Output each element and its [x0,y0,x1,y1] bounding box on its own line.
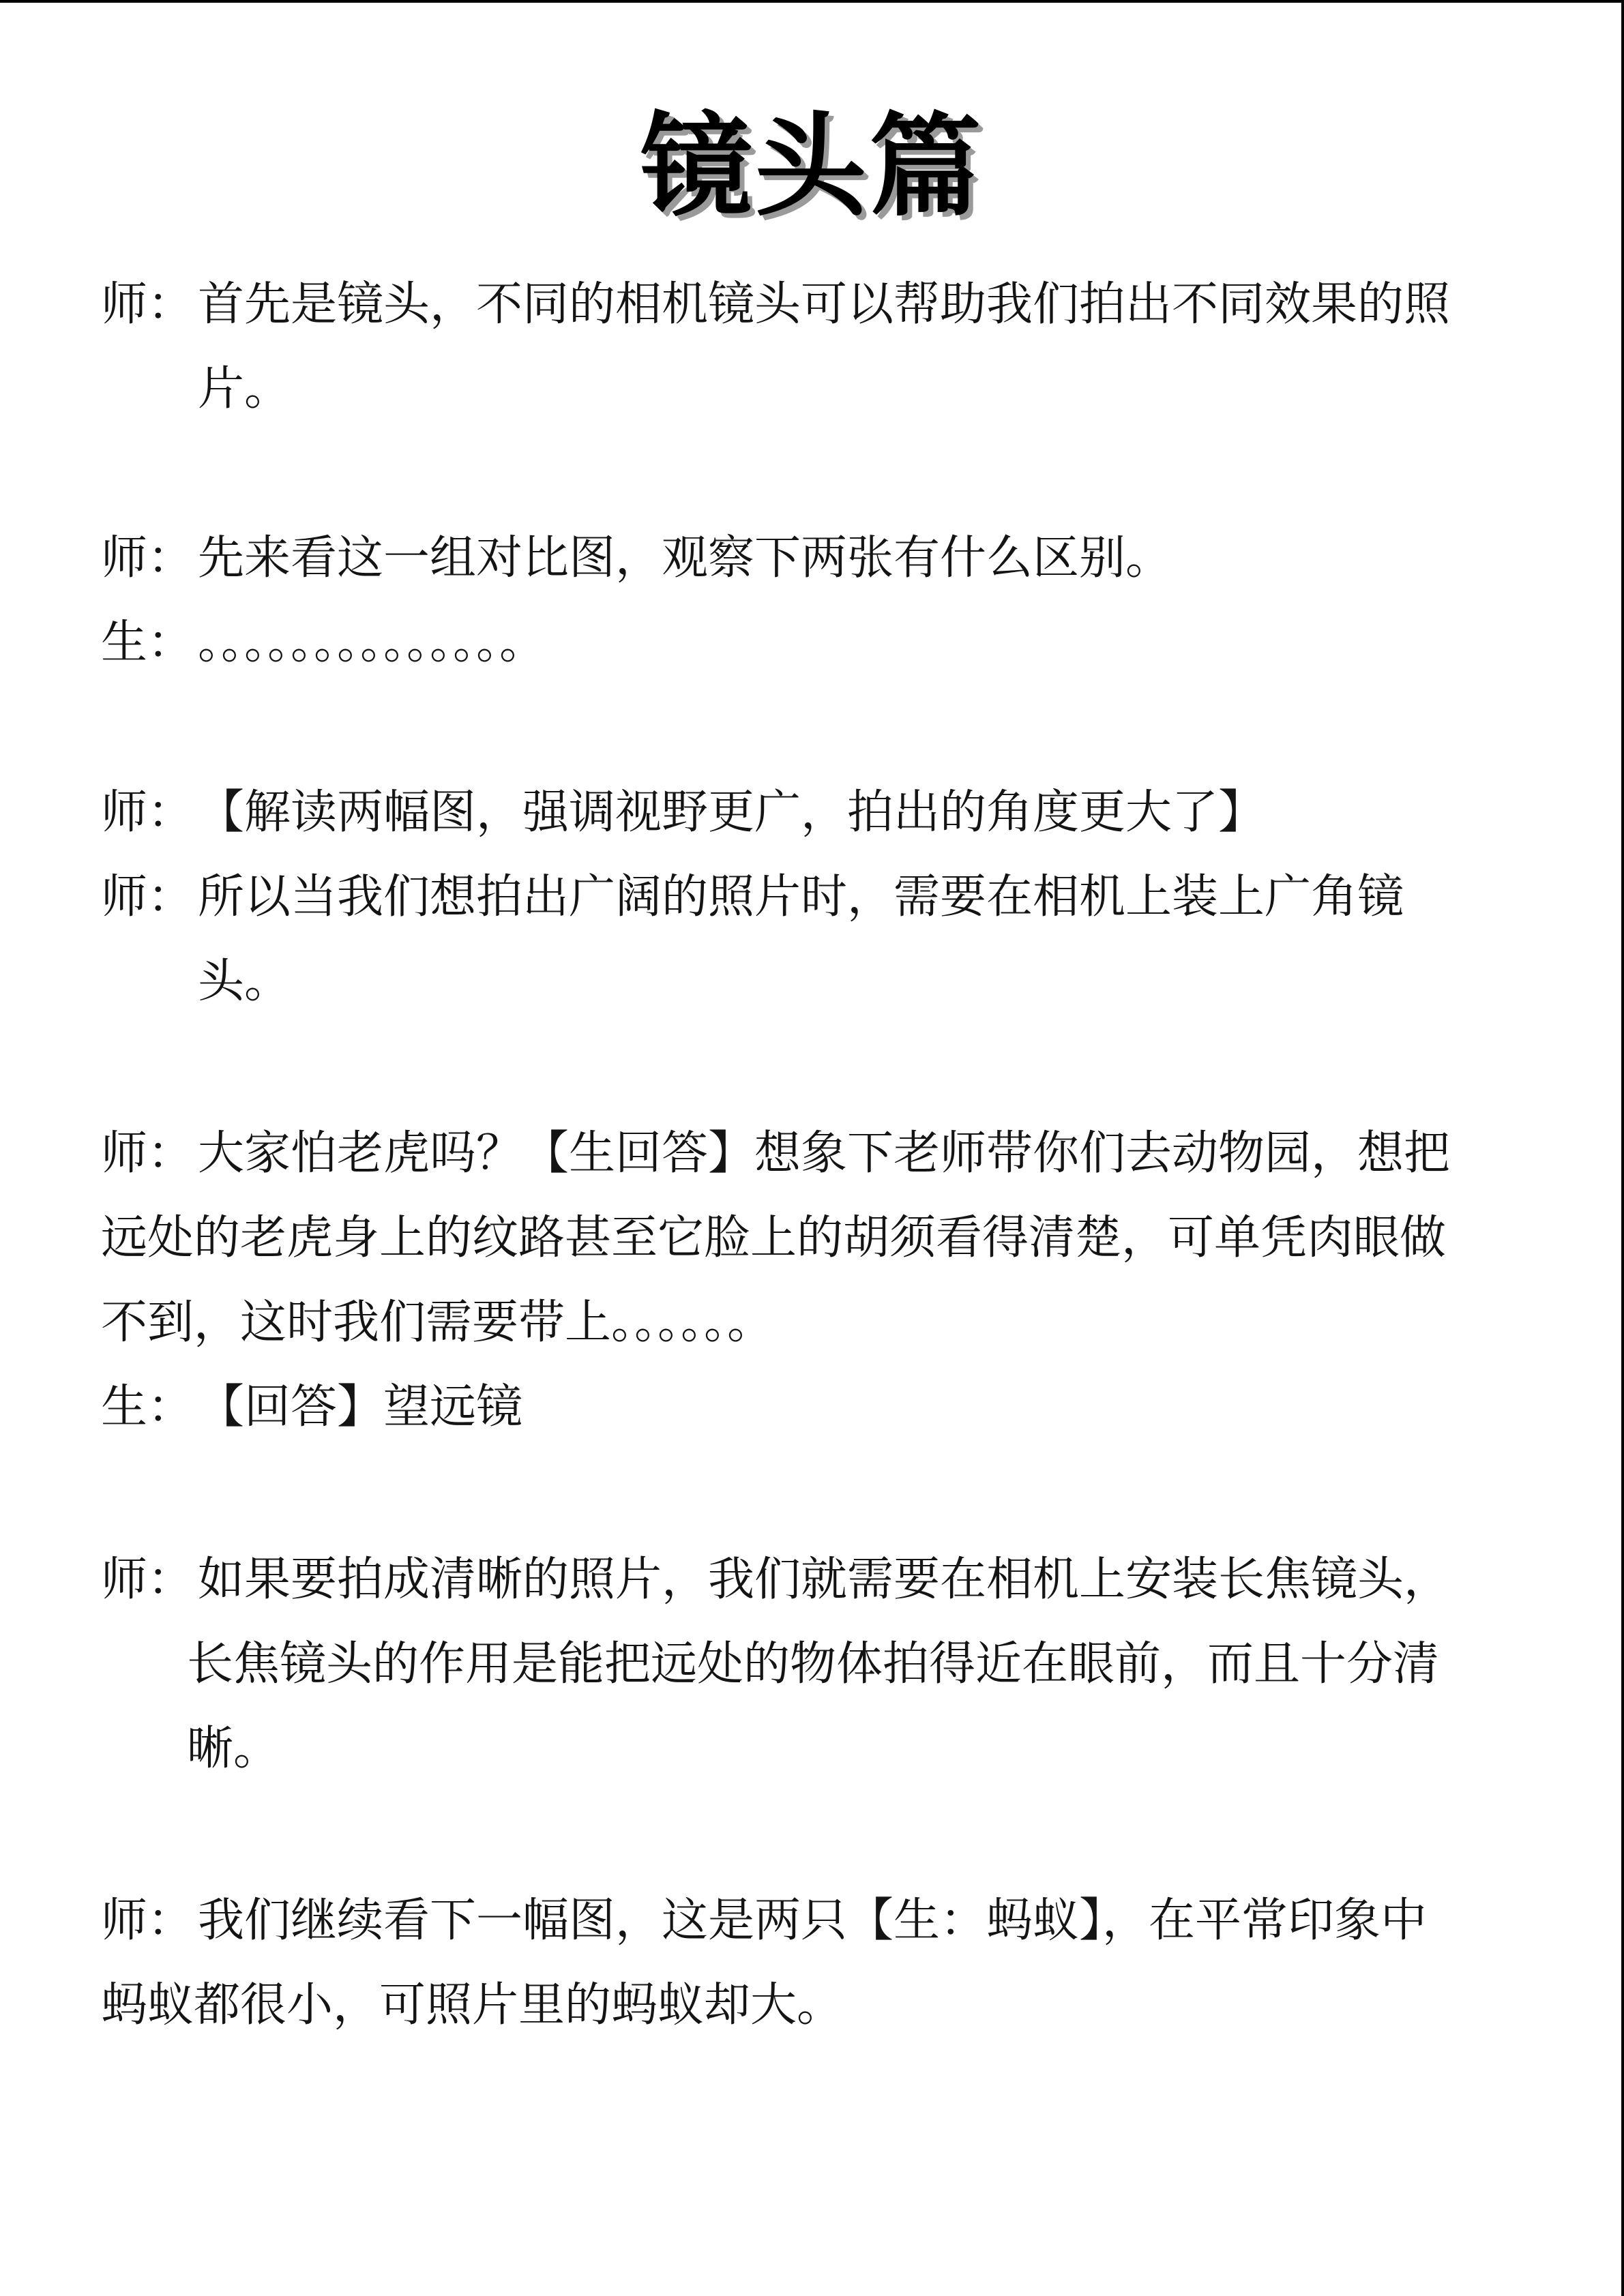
dialogue-text: 晰。 [187,1722,280,1776]
dialogue-line [101,516,1533,601]
dialogue-text: 【回答】望远镜 [198,1380,523,1434]
dialogue-line [101,1365,1533,1450]
speaker-label: 师： [101,870,194,924]
dialogue-text: 如果要拍成清晰的照片，我们就需要在相机上安装长焦镜头， [198,1553,1451,1607]
dialogue-text: 首先是镜头，不同的相机镜头可以帮助我们拍出不同效果的照 [198,278,1451,331]
dialogue-line [101,771,1533,855]
dialogue-paragraph-interpret [101,771,1533,855]
dialogue-text: 先来看这一组对比图，观察下两张有什么区别。 [198,531,1172,585]
speaker-label: 师： [101,278,194,331]
dialogue-text: 大家怕老虎吗？【生回答】想象下老师带你们去动物园，想把 [198,1127,1451,1180]
dialogue-line [101,601,1533,685]
speaker-label: 师： [101,1894,194,1948]
dialogue-line [101,1281,1533,1365]
dialogue-paragraph-telescope [101,1365,1533,1450]
dialogue-line [101,1538,1533,1622]
dialogue-text: 。。。。。。。。。。。。。。 [198,616,546,670]
dialogue-paragraph-telephoto [101,1538,1533,1791]
dialogue-line [101,1196,1533,1281]
speaker-label: 师： [101,531,194,585]
dialogue-text: 【解读两幅图，强调视野更广，拍出的角度更大了】 [198,786,1265,839]
dialogue-line [101,1622,1533,1707]
dialogue-text: 远处的老虎身上的纹路甚至它脸上的胡须看得清楚，可单凭肉眼做 [101,1211,1447,1265]
dialogue-paragraph-tiger [101,1112,1533,1365]
speaker-label: 师： [101,786,194,839]
dialogue-text: 我们继续看下一幅图，这是两只【生：蚂蚁】，在平常印象中 [198,1894,1428,1948]
dialogue-line [101,263,1533,347]
dialogue-text: 头。 [198,955,291,1009]
dialogue-line [101,1963,1533,2048]
dialogue-line [101,940,1533,1024]
dialogue-line [101,1879,1533,1963]
dialogue-line [101,1707,1533,1791]
dialogue-paragraph-student-reply [101,601,1533,685]
dialogue-text: 片。 [198,362,291,416]
speaker-label: 师： [101,1127,194,1180]
dialogue-text: 长焦镜头的作用是能把远处的物体拍得近在眼前，而且十分清 [187,1637,1440,1691]
speaker-label: 师： [101,1553,194,1607]
dialogue-paragraph-ants [101,1879,1533,2048]
speaker-label: 生： [101,616,194,670]
dialogue-paragraph-lens-intro [101,263,1533,432]
dialogue-paragraph-wide-angle [101,855,1533,1024]
page-title: 镜头篇 [640,102,984,232]
dialogue-line [101,855,1533,940]
dialogue-text: 蚂蚁都很小，可照片里的蚂蚁却大。 [101,1978,844,2032]
dialogue-line [101,1112,1533,1196]
dialogue-text: 所以当我们想拍出广阔的照片时，需要在相机上装上广角镜 [198,870,1404,924]
dialogue-text: 不到，这时我们需要带上。。。。。。 [101,1296,774,1350]
speaker-label: 生： [101,1380,194,1434]
dialogue-line [101,347,1533,432]
dialogue-paragraph-compare [101,516,1533,601]
